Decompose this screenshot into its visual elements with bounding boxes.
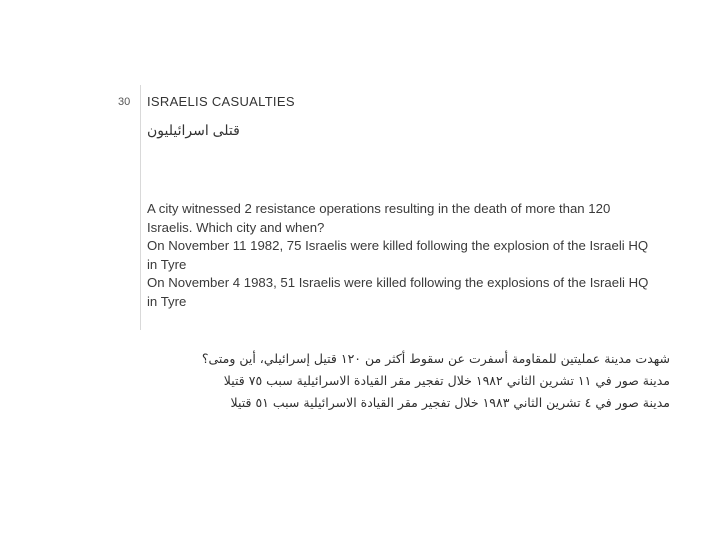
answer-line-1983-english: On November 4 1983, 51 Israelis were killed following the explosions of the Israeli HQ in Tyre	[147, 275, 649, 309]
answer-line-1982-arabic: مدينة صور في ١١ تشرين الثاني ١٩٨٢ خلال تفجير مقر القيادة الاسرائيلية سبب ٧٥ قتيلا	[223, 373, 670, 388]
section-title-arabic: قتلى اسرائيليون	[147, 122, 240, 138]
vertical-divider	[140, 85, 141, 330]
answer-line-1982-english: On November 11 1982, 75 Israelis were killed following the explosion of the Israeli HQ in Tyre	[147, 238, 649, 272]
question-arabic: شهدت مدينة عمليتين للمقاومة أسفرت عن سقوط أكثر من ١٢٠ قتيل إسرائيلي، أين ومتى؟	[201, 351, 670, 366]
page-number: 30	[118, 96, 131, 108]
question-english: A city witnessed 2 resistance operations resulting in the death of more than 120 Israelis. Which city and when?	[147, 201, 611, 235]
answer-line-1983-arabic: مدينة صور في ٤ تشرين الثاني ١٩٨٣ خلال تفجير مقر القيادة الاسرائيلية سبب ٥١ قتيلا	[230, 395, 670, 410]
english-body-text	[147, 200, 657, 311]
arabic-body-text	[200, 348, 670, 414]
section-title-english: ISRAELIS CASUALTIES	[147, 94, 295, 109]
